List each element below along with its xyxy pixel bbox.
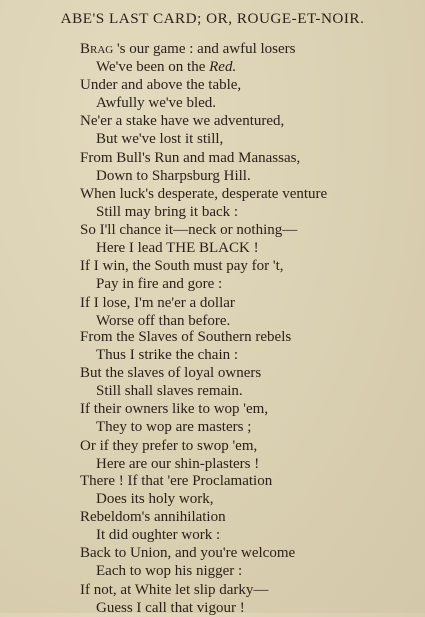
stanza-2 bbox=[80, 185, 410, 330]
poem-line: Awfully we've bled. bbox=[96, 95, 217, 112]
poem-line: They to wop are masters ; bbox=[96, 419, 252, 436]
stanza-1 bbox=[80, 40, 410, 185]
line-text: 's our game : and awful losers bbox=[113, 41, 296, 57]
poem-line: Down to Sharpsburg Hill. bbox=[96, 167, 251, 184]
poem-line: But the slaves of loyal owners bbox=[80, 365, 262, 382]
poem-title: ABE'S LAST CARD; OR, ROUGE-ET-NOIR. bbox=[60, 10, 365, 27]
poem-line: Each to wop his nigger : bbox=[96, 563, 243, 580]
poem-line: Here are our shin-plasters ! bbox=[96, 455, 260, 472]
poem-line: Still may bring it back : bbox=[96, 204, 239, 221]
poem-line: It did oughter work : bbox=[96, 527, 221, 544]
poem-line: Rebeldom's annihilation bbox=[80, 509, 226, 526]
poem-line: If I win, the South must pay for 't, bbox=[80, 258, 284, 275]
poem-line: If their owners like to wop 'em, bbox=[80, 401, 269, 418]
poem-line: Worse off than before. bbox=[96, 312, 231, 329]
poem-line bbox=[80, 58, 410, 76]
line-text: We've been on the bbox=[96, 59, 210, 76]
poem-line: There ! If that 'ere Proclamation bbox=[80, 473, 273, 489]
poem-line: Does its holy work, bbox=[96, 491, 214, 508]
poem-line: If I lose, I'm ne'er a dollar bbox=[80, 294, 235, 311]
stanza-4 bbox=[80, 472, 410, 617]
stanza-3 bbox=[80, 328, 410, 473]
poem-line: So I'll chance it—neck or nothing— bbox=[80, 222, 298, 239]
poem-line: Or if they prefer to swop 'em, bbox=[80, 437, 258, 454]
poem-line: Still shall slaves remain. bbox=[96, 383, 243, 400]
poem-line: Here I lead THE BLACK ! bbox=[96, 240, 259, 257]
poem-line: When luck's desperate, desperate venture bbox=[80, 186, 328, 202]
poem-line: If not, at White let slip darky— bbox=[80, 581, 269, 598]
italic-word: Red. bbox=[209, 59, 237, 76]
poem-line: Back to Union, and you're welcome bbox=[80, 545, 296, 562]
small-caps-lead-word: Brag bbox=[80, 41, 114, 57]
poem-line bbox=[80, 40, 410, 58]
poem-line: Guess I call that vigour ! bbox=[96, 599, 245, 616]
poem-line: But we've lost it still, bbox=[96, 131, 224, 148]
poem-line: Pay in fire and gore : bbox=[96, 276, 223, 293]
poem-line: Thus I strike the chain : bbox=[96, 347, 239, 364]
poem-line: Under and above the table, bbox=[80, 77, 242, 94]
poem-line: From Bull's Run and mad Manassas, bbox=[80, 149, 301, 166]
poem-line: Ne'er a stake have we adventured, bbox=[80, 113, 285, 130]
poem-line: From the Slaves of Southern rebels bbox=[80, 329, 292, 345]
